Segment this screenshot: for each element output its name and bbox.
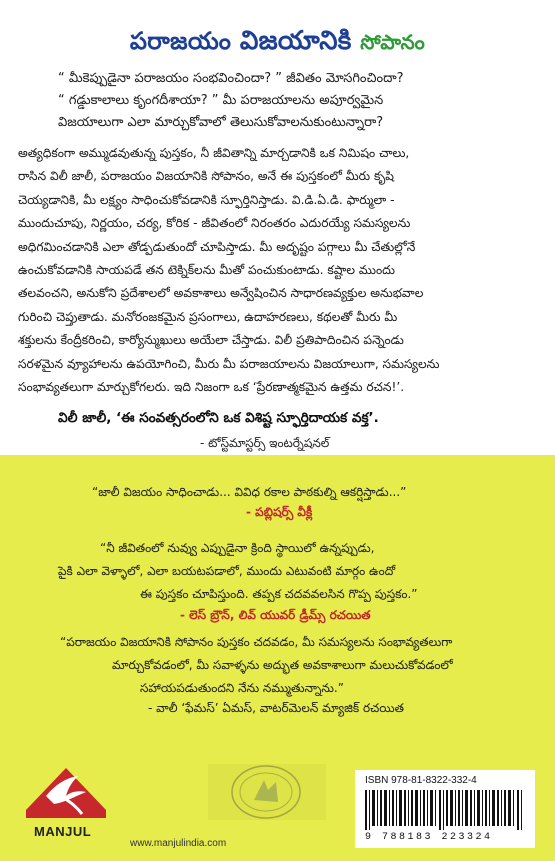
testimonial-2-line: “నీ జీవితంలో నువ్వు ఎప్పుడైనా క్రింది స్థాయిలో ఉన్నప్పుడు, (100, 541, 375, 555)
description-line: ఉంచుకోవడానికి సాయపడే తన టెక్నిక్‌లను మీతో పంచుకుంటాడు. కష్టాల ముందు (18, 263, 395, 278)
title-part-1: పరాజయం (129, 27, 232, 55)
publisher-name: MANJUL (34, 824, 92, 839)
testimonial-1-attribution: - పబ్లిషర్స్ వీక్లీ (246, 505, 313, 519)
description-line: సంభావ్యతలుగా మార్చుకోగలరు. ఇది నిజంగా ఒక ‘ప్రేరణాత్మకమైన ఉత్తమ రచన!’. (18, 380, 405, 395)
testimonial-2-line: ఈ పుస్తకం చూపిస్తుంది. తప్పక చదవవలసిన గొప్ప పుస్తకం.” (140, 587, 418, 601)
testimonial-1-text: “జాలీ విజయం సాధించాడు... వివిధ రకాల పాఠకుల్ని ఆకర్షిస్తాడు...” (92, 485, 407, 499)
book-title (0, 26, 555, 57)
testimonial-3-line: మార్చుకోవడంలో, మీ సవాళ్ళను అద్భుత అవకాశాలుగా మలుచుకోవడంలో (112, 658, 453, 672)
book-description (18, 142, 542, 399)
publisher-logo (26, 758, 106, 848)
testimonial-3-attribution: - వాలీ ‘ఫేమస్’ ఏమస్, వాటర్‌మెలన్ మ్యాజిక్ రచయిత (148, 701, 405, 715)
description-line: తలవంచని, అనుకోని ప్రదేశాలలో అవకాశాలు అన్వేషించిన సాధారణవ్యక్తుల అనుభవాల (18, 286, 424, 301)
description-line: సరళమైన వ్యూహాలను ఉపయోగించి, మీరు మీ పరాజయాలను విజయాలుగా, సమస్యలను (18, 356, 440, 371)
title-part-2: విజయానికి (239, 26, 352, 56)
barcode-icon (365, 790, 525, 830)
testimonial-3-line: సహాయపడుతుందని నేను నమ్ముతున్నాను.” (140, 681, 344, 695)
title-part-3: సోపానం (360, 30, 426, 54)
question-line: విజయాలుగా ఎలా మార్చుకోవాలో తెలుసుకోవాలనుకుంటున్నారా? (58, 115, 384, 130)
description-line: చెయ్యడానికి, మీ లక్ష్యం సాధించుకోవడానికి స్ఫూర్తినిస్తాడు. వి.డి.ఏ.డి. ఫార్ములా - (18, 192, 395, 207)
featured-quote-attribution: - టోస్ట్‌మాస్టర్స్ ఇంటర్నేషనల్ (200, 436, 330, 450)
question-block (58, 68, 498, 134)
isbn-label: ISBN 978-81-8322-332-4 (365, 775, 477, 786)
testimonial-3-line: “పరాజయం విజయానికి సోపానం పుస్తకం చదవడం, మీ సమస్యలను సంభావ్యతలుగా (60, 635, 453, 649)
bird-logo-icon (26, 758, 106, 818)
publisher-website: www.manjulindia.com (130, 838, 227, 849)
description-line: గురించి చెప్తుతాడు. మనోరంజకమైన ప్రసంగాలు, ఉదాహరణలు, కథలతో మీరు మీ (18, 309, 398, 324)
description-line: అధిగమించడానికి ఎలా తోడ్పడుతుందో చూపిస్తాడు. మీ అదృష్టం పగ్గాలు మీ చేతుల్లోనే (18, 239, 416, 254)
isbn-barcode-block (355, 770, 535, 848)
description-line: రాసిన విలీ జాలీ, పరాజయం విజయానికి సోపానం, అనే ఈ పుస్తకంలో మీరు కృషి (18, 169, 394, 184)
description-line: శక్తులను కేంద్రీకరించి, కార్యోన్ముఖులు అయేలా చేస్తాడు. విలీ ప్రతిపాదించిన పన్నెండు (18, 333, 404, 348)
testimonial-2-attribution: - లెస్ బ్రౌన్, లివ్ యువర్ డ్రీమ్స్ రచయిత (180, 608, 371, 622)
testimonial-2-line: పైకి ఎలా వెళ్ళాలో, ఎలా బయటపడాలో, ముందు ఎటువంటి మార్గం ఉందో (58, 564, 396, 578)
publisher-seal-icon (208, 760, 328, 822)
question-line: “ మీకెప్పుడైనా పరాజయం సంభవించిందా? ” జీవితం మోసగించిందా? (58, 71, 404, 86)
featured-quote: విలీ జాలీ, ‘ఈ సంవత్సరంలోని ఒక విశిష్ట స్ఫూర్తిదాయక వక్త’. (58, 410, 379, 426)
question-line: “ గడ్డుకాలాలు కృంగదీశాయా? ” మీ పరాజయాలను అపూర్వమైన (58, 93, 384, 108)
description-line: ముందుచూపు, నిర్ణయం, చర్య, కోరిక - జీవితంలో నిరంతరం ఎదురయ్యే సమస్యలను (18, 216, 411, 231)
isbn-digits: 9 788183 223324 (365, 832, 493, 843)
description-line: అత్యధికంగా అమ్ముడవుతున్న పుస్తకం, నీ జీవితాన్ని మార్చడానికి ఒక నిమిషం చాలు, (18, 146, 410, 160)
